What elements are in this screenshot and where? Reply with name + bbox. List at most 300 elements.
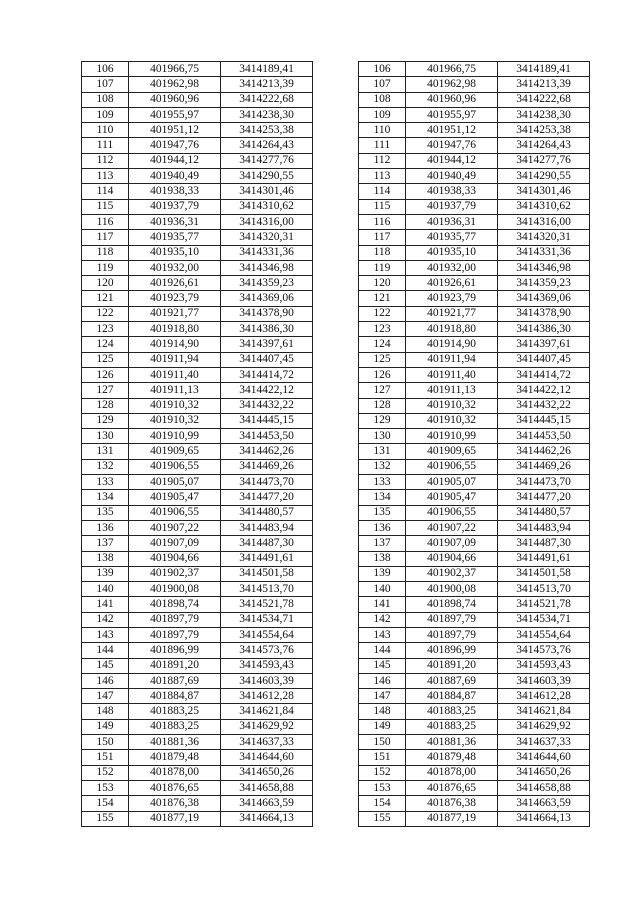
x-coordinate-cell: 401914,90 bbox=[406, 337, 498, 352]
coordinates-table-left bbox=[81, 61, 313, 827]
table-row bbox=[82, 383, 313, 398]
x-coordinate-cell: 401883,25 bbox=[406, 704, 498, 719]
table-row bbox=[359, 597, 590, 612]
y-coordinate-cell: 3414369,06 bbox=[498, 291, 590, 306]
table-row bbox=[359, 107, 590, 122]
table-row bbox=[359, 719, 590, 734]
y-coordinate-cell: 3414378,90 bbox=[221, 306, 313, 321]
table-row bbox=[82, 551, 313, 566]
x-coordinate-cell: 401898,74 bbox=[406, 597, 498, 612]
y-coordinate-cell: 3414386,30 bbox=[221, 322, 313, 337]
point-number-cell: 150 bbox=[359, 735, 406, 750]
x-coordinate-cell: 401960,96 bbox=[406, 92, 498, 107]
x-coordinate-cell: 401877,19 bbox=[406, 811, 498, 826]
point-number-cell: 110 bbox=[359, 123, 406, 138]
y-coordinate-cell: 3414487,30 bbox=[221, 536, 313, 551]
point-number-cell: 131 bbox=[359, 444, 406, 459]
point-number-cell: 117 bbox=[359, 230, 406, 245]
x-coordinate-cell: 401911,13 bbox=[406, 383, 498, 398]
table-row bbox=[82, 643, 313, 658]
point-number-cell: 154 bbox=[359, 796, 406, 811]
y-coordinate-cell: 3414346,98 bbox=[498, 260, 590, 275]
y-coordinate-cell: 3414422,12 bbox=[221, 383, 313, 398]
x-coordinate-cell: 401905,47 bbox=[406, 490, 498, 505]
point-number-cell: 107 bbox=[82, 77, 129, 92]
point-number-cell: 153 bbox=[359, 780, 406, 795]
table-row bbox=[82, 77, 313, 92]
point-number-cell: 136 bbox=[359, 520, 406, 535]
y-coordinate-cell: 3414663,59 bbox=[498, 796, 590, 811]
point-number-cell: 108 bbox=[359, 92, 406, 107]
x-coordinate-cell: 401910,99 bbox=[406, 429, 498, 444]
table-row bbox=[359, 551, 590, 566]
point-number-cell: 147 bbox=[359, 689, 406, 704]
y-coordinate-cell: 3414189,41 bbox=[498, 62, 590, 77]
table-row bbox=[82, 444, 313, 459]
x-coordinate-cell: 401883,25 bbox=[129, 704, 221, 719]
point-number-cell: 135 bbox=[82, 505, 129, 520]
y-coordinate-cell: 3414277,76 bbox=[498, 153, 590, 168]
y-coordinate-cell: 3414473,70 bbox=[221, 475, 313, 490]
x-coordinate-cell: 401935,10 bbox=[129, 245, 221, 260]
x-coordinate-cell: 401896,99 bbox=[129, 643, 221, 658]
y-coordinate-cell: 3414316,00 bbox=[221, 214, 313, 229]
table-row bbox=[82, 475, 313, 490]
y-coordinate-cell: 3414320,31 bbox=[221, 230, 313, 245]
table-row bbox=[82, 429, 313, 444]
x-coordinate-cell: 401918,80 bbox=[129, 322, 221, 337]
y-coordinate-cell: 3414213,39 bbox=[498, 77, 590, 92]
x-coordinate-cell: 401937,79 bbox=[129, 199, 221, 214]
table-row bbox=[359, 306, 590, 321]
x-coordinate-cell: 401947,76 bbox=[129, 138, 221, 153]
x-coordinate-cell: 401936,31 bbox=[406, 214, 498, 229]
x-coordinate-cell: 401891,20 bbox=[129, 658, 221, 673]
point-number-cell: 130 bbox=[359, 429, 406, 444]
point-number-cell: 146 bbox=[82, 673, 129, 688]
table-row bbox=[82, 260, 313, 275]
table-row bbox=[82, 673, 313, 688]
y-coordinate-cell: 3414650,26 bbox=[498, 765, 590, 780]
point-number-cell: 114 bbox=[82, 184, 129, 199]
x-coordinate-cell: 401907,22 bbox=[406, 520, 498, 535]
x-coordinate-cell: 401911,40 bbox=[406, 367, 498, 382]
point-number-cell: 124 bbox=[82, 337, 129, 352]
y-coordinate-cell: 3414573,76 bbox=[221, 643, 313, 658]
x-coordinate-cell: 401906,55 bbox=[129, 459, 221, 474]
x-coordinate-cell: 401910,32 bbox=[406, 398, 498, 413]
point-number-cell: 141 bbox=[82, 597, 129, 612]
y-coordinate-cell: 3414238,30 bbox=[498, 107, 590, 122]
table-row bbox=[359, 459, 590, 474]
table-row bbox=[359, 413, 590, 428]
x-coordinate-cell: 401944,12 bbox=[129, 153, 221, 168]
table-row bbox=[359, 169, 590, 184]
x-coordinate-cell: 401935,77 bbox=[129, 230, 221, 245]
point-number-cell: 142 bbox=[359, 612, 406, 627]
table-row bbox=[82, 505, 313, 520]
table-row bbox=[359, 367, 590, 382]
y-coordinate-cell: 3414480,57 bbox=[498, 505, 590, 520]
table-row bbox=[359, 62, 590, 77]
x-coordinate-cell: 401906,55 bbox=[406, 459, 498, 474]
y-coordinate-cell: 3414658,88 bbox=[221, 780, 313, 795]
x-coordinate-cell: 401910,99 bbox=[129, 429, 221, 444]
y-coordinate-cell: 3414644,60 bbox=[498, 750, 590, 765]
point-number-cell: 152 bbox=[359, 765, 406, 780]
point-number-cell: 154 bbox=[82, 796, 129, 811]
point-number-cell: 111 bbox=[82, 138, 129, 153]
point-number-cell: 106 bbox=[82, 62, 129, 77]
table-row bbox=[82, 184, 313, 199]
point-number-cell: 151 bbox=[359, 750, 406, 765]
point-number-cell: 120 bbox=[82, 276, 129, 291]
table-row bbox=[359, 689, 590, 704]
table-row bbox=[359, 444, 590, 459]
y-coordinate-cell: 3414331,36 bbox=[498, 245, 590, 260]
y-coordinate-cell: 3414621,84 bbox=[498, 704, 590, 719]
y-coordinate-cell: 3414658,88 bbox=[498, 780, 590, 795]
point-number-cell: 143 bbox=[359, 627, 406, 642]
x-coordinate-cell: 401906,55 bbox=[129, 505, 221, 520]
x-coordinate-cell: 401884,87 bbox=[129, 689, 221, 704]
point-number-cell: 127 bbox=[359, 383, 406, 398]
point-number-cell: 119 bbox=[82, 260, 129, 275]
point-number-cell: 120 bbox=[359, 276, 406, 291]
point-number-cell: 115 bbox=[359, 199, 406, 214]
point-number-cell: 139 bbox=[82, 566, 129, 581]
y-coordinate-cell: 3414593,43 bbox=[498, 658, 590, 673]
table-row bbox=[359, 780, 590, 795]
point-number-cell: 129 bbox=[82, 413, 129, 428]
table-row bbox=[82, 490, 313, 505]
point-number-cell: 121 bbox=[359, 291, 406, 306]
point-number-cell: 150 bbox=[82, 735, 129, 750]
x-coordinate-cell: 401935,77 bbox=[406, 230, 498, 245]
y-coordinate-cell: 3414637,33 bbox=[498, 735, 590, 750]
table-row bbox=[82, 291, 313, 306]
y-coordinate-cell: 3414432,22 bbox=[498, 398, 590, 413]
table-row bbox=[359, 260, 590, 275]
table-row bbox=[359, 627, 590, 642]
table-row bbox=[82, 92, 313, 107]
x-coordinate-cell: 401966,75 bbox=[406, 62, 498, 77]
y-coordinate-cell: 3414253,38 bbox=[498, 123, 590, 138]
point-number-cell: 123 bbox=[359, 322, 406, 337]
y-coordinate-cell: 3414487,30 bbox=[498, 536, 590, 551]
y-coordinate-cell: 3414521,78 bbox=[498, 597, 590, 612]
y-coordinate-cell: 3414346,98 bbox=[221, 260, 313, 275]
point-number-cell: 148 bbox=[359, 704, 406, 719]
x-coordinate-cell: 401881,36 bbox=[406, 735, 498, 750]
table-row bbox=[359, 582, 590, 597]
y-coordinate-cell: 3414612,28 bbox=[221, 689, 313, 704]
table-row bbox=[82, 612, 313, 627]
x-coordinate-cell: 401896,99 bbox=[406, 643, 498, 658]
table-row bbox=[82, 62, 313, 77]
x-coordinate-cell: 401951,12 bbox=[406, 123, 498, 138]
x-coordinate-cell: 401932,00 bbox=[406, 260, 498, 275]
point-number-cell: 130 bbox=[82, 429, 129, 444]
point-number-cell: 144 bbox=[82, 643, 129, 658]
y-coordinate-cell: 3414213,39 bbox=[221, 77, 313, 92]
x-coordinate-cell: 401944,12 bbox=[406, 153, 498, 168]
point-number-cell: 133 bbox=[82, 475, 129, 490]
y-coordinate-cell: 3414264,43 bbox=[221, 138, 313, 153]
point-number-cell: 136 bbox=[82, 520, 129, 535]
point-number-cell: 132 bbox=[82, 459, 129, 474]
x-coordinate-cell: 401940,49 bbox=[129, 169, 221, 184]
x-coordinate-cell: 401921,77 bbox=[129, 306, 221, 321]
table-row bbox=[359, 520, 590, 535]
x-coordinate-cell: 401937,79 bbox=[406, 199, 498, 214]
x-coordinate-cell: 401938,33 bbox=[406, 184, 498, 199]
x-coordinate-cell: 401955,97 bbox=[129, 107, 221, 122]
table-row bbox=[82, 704, 313, 719]
table-row bbox=[359, 214, 590, 229]
table-row bbox=[359, 566, 590, 581]
point-number-cell: 117 bbox=[82, 230, 129, 245]
table-row bbox=[82, 658, 313, 673]
table-row bbox=[82, 322, 313, 337]
x-coordinate-cell: 401947,76 bbox=[406, 138, 498, 153]
table-row bbox=[359, 153, 590, 168]
coordinates-table-body bbox=[82, 62, 313, 827]
point-number-cell: 124 bbox=[359, 337, 406, 352]
point-number-cell: 142 bbox=[82, 612, 129, 627]
x-coordinate-cell: 401910,32 bbox=[406, 413, 498, 428]
point-number-cell: 112 bbox=[359, 153, 406, 168]
x-coordinate-cell: 401926,61 bbox=[129, 276, 221, 291]
point-number-cell: 107 bbox=[359, 77, 406, 92]
y-coordinate-cell: 3414453,50 bbox=[498, 429, 590, 444]
table-row bbox=[82, 780, 313, 795]
table-row bbox=[359, 735, 590, 750]
point-number-cell: 115 bbox=[82, 199, 129, 214]
x-coordinate-cell: 401923,79 bbox=[406, 291, 498, 306]
y-coordinate-cell: 3414469,26 bbox=[221, 459, 313, 474]
x-coordinate-cell: 401902,37 bbox=[406, 566, 498, 581]
x-coordinate-cell: 401897,79 bbox=[129, 612, 221, 627]
table-row bbox=[82, 214, 313, 229]
y-coordinate-cell: 3414397,61 bbox=[221, 337, 313, 352]
y-coordinate-cell: 3414644,60 bbox=[221, 750, 313, 765]
y-coordinate-cell: 3414310,62 bbox=[221, 199, 313, 214]
point-number-cell: 134 bbox=[359, 490, 406, 505]
point-number-cell: 116 bbox=[82, 214, 129, 229]
x-coordinate-cell: 401909,65 bbox=[406, 444, 498, 459]
x-coordinate-cell: 401918,80 bbox=[406, 322, 498, 337]
point-number-cell: 126 bbox=[82, 367, 129, 382]
point-number-cell: 111 bbox=[359, 138, 406, 153]
y-coordinate-cell: 3414290,55 bbox=[221, 169, 313, 184]
x-coordinate-cell: 401911,94 bbox=[129, 352, 221, 367]
x-coordinate-cell: 401897,79 bbox=[406, 612, 498, 627]
y-coordinate-cell: 3414453,50 bbox=[221, 429, 313, 444]
x-coordinate-cell: 401902,37 bbox=[129, 566, 221, 581]
table-row bbox=[82, 689, 313, 704]
y-coordinate-cell: 3414331,36 bbox=[221, 245, 313, 260]
point-number-cell: 122 bbox=[82, 306, 129, 321]
y-coordinate-cell: 3414469,26 bbox=[498, 459, 590, 474]
x-coordinate-cell: 401907,09 bbox=[406, 536, 498, 551]
point-number-cell: 106 bbox=[359, 62, 406, 77]
y-coordinate-cell: 3414650,26 bbox=[221, 765, 313, 780]
point-number-cell: 155 bbox=[359, 811, 406, 826]
y-coordinate-cell: 3414189,41 bbox=[221, 62, 313, 77]
table-row bbox=[359, 383, 590, 398]
table-row bbox=[82, 597, 313, 612]
point-number-cell: 122 bbox=[359, 306, 406, 321]
x-coordinate-cell: 401879,48 bbox=[129, 750, 221, 765]
point-number-cell: 125 bbox=[359, 352, 406, 367]
point-number-cell: 109 bbox=[359, 107, 406, 122]
x-coordinate-cell: 401876,38 bbox=[129, 796, 221, 811]
x-coordinate-cell: 401910,32 bbox=[129, 398, 221, 413]
point-number-cell: 129 bbox=[359, 413, 406, 428]
table-row bbox=[359, 138, 590, 153]
point-number-cell: 145 bbox=[359, 658, 406, 673]
point-number-cell: 152 bbox=[82, 765, 129, 780]
x-coordinate-cell: 401887,69 bbox=[129, 673, 221, 688]
table-row bbox=[359, 123, 590, 138]
y-coordinate-cell: 3414253,38 bbox=[221, 123, 313, 138]
table-row bbox=[359, 811, 590, 826]
table-row bbox=[82, 566, 313, 581]
x-coordinate-cell: 401940,49 bbox=[406, 169, 498, 184]
table-row bbox=[82, 520, 313, 535]
x-coordinate-cell: 401897,79 bbox=[129, 627, 221, 642]
x-coordinate-cell: 401932,00 bbox=[129, 260, 221, 275]
point-number-cell: 126 bbox=[359, 367, 406, 382]
table-row bbox=[82, 352, 313, 367]
y-coordinate-cell: 3414483,94 bbox=[221, 520, 313, 535]
x-coordinate-cell: 401891,20 bbox=[406, 658, 498, 673]
table-row bbox=[359, 199, 590, 214]
y-coordinate-cell: 3414407,45 bbox=[221, 352, 313, 367]
y-coordinate-cell: 3414483,94 bbox=[498, 520, 590, 535]
table-row bbox=[82, 306, 313, 321]
x-coordinate-cell: 401911,94 bbox=[406, 352, 498, 367]
y-coordinate-cell: 3414369,06 bbox=[221, 291, 313, 306]
point-number-cell: 137 bbox=[359, 536, 406, 551]
y-coordinate-cell: 3414521,78 bbox=[221, 597, 313, 612]
table-row bbox=[82, 230, 313, 245]
x-coordinate-cell: 401909,65 bbox=[129, 444, 221, 459]
point-number-cell: 145 bbox=[82, 658, 129, 673]
point-number-cell: 131 bbox=[82, 444, 129, 459]
point-number-cell: 140 bbox=[359, 582, 406, 597]
point-number-cell: 140 bbox=[82, 582, 129, 597]
table-row bbox=[82, 719, 313, 734]
table-row bbox=[359, 475, 590, 490]
x-coordinate-cell: 401960,96 bbox=[129, 92, 221, 107]
x-coordinate-cell: 401921,77 bbox=[406, 306, 498, 321]
x-coordinate-cell: 401955,97 bbox=[406, 107, 498, 122]
table-row bbox=[82, 765, 313, 780]
table-row bbox=[82, 199, 313, 214]
point-number-cell: 151 bbox=[82, 750, 129, 765]
x-coordinate-cell: 401876,65 bbox=[406, 780, 498, 795]
y-coordinate-cell: 3414222,68 bbox=[498, 92, 590, 107]
point-number-cell: 141 bbox=[359, 597, 406, 612]
table-row bbox=[82, 123, 313, 138]
y-coordinate-cell: 3414264,43 bbox=[498, 138, 590, 153]
point-number-cell: 148 bbox=[82, 704, 129, 719]
point-number-cell: 153 bbox=[82, 780, 129, 795]
y-coordinate-cell: 3414359,23 bbox=[221, 276, 313, 291]
x-coordinate-cell: 401905,47 bbox=[129, 490, 221, 505]
x-coordinate-cell: 401876,38 bbox=[406, 796, 498, 811]
table-row bbox=[359, 750, 590, 765]
table-row bbox=[359, 291, 590, 306]
table-row bbox=[359, 352, 590, 367]
x-coordinate-cell: 401935,10 bbox=[406, 245, 498, 260]
x-coordinate-cell: 401951,12 bbox=[129, 123, 221, 138]
coordinates-table-right bbox=[358, 61, 590, 827]
y-coordinate-cell: 3414477,20 bbox=[221, 490, 313, 505]
table-row bbox=[359, 230, 590, 245]
point-number-cell: 110 bbox=[82, 123, 129, 138]
table-row bbox=[82, 796, 313, 811]
point-number-cell: 128 bbox=[82, 398, 129, 413]
x-coordinate-cell: 401936,31 bbox=[129, 214, 221, 229]
x-coordinate-cell: 401876,65 bbox=[129, 780, 221, 795]
y-coordinate-cell: 3414603,39 bbox=[498, 673, 590, 688]
x-coordinate-cell: 401883,25 bbox=[406, 719, 498, 734]
y-coordinate-cell: 3414513,70 bbox=[221, 582, 313, 597]
table-row bbox=[82, 153, 313, 168]
point-number-cell: 134 bbox=[82, 490, 129, 505]
table-row bbox=[359, 77, 590, 92]
point-number-cell: 108 bbox=[82, 92, 129, 107]
x-coordinate-cell: 401911,40 bbox=[129, 367, 221, 382]
table-row bbox=[359, 322, 590, 337]
table-row bbox=[359, 673, 590, 688]
point-number-cell: 139 bbox=[359, 566, 406, 581]
y-coordinate-cell: 3414462,26 bbox=[221, 444, 313, 459]
y-coordinate-cell: 3414629,92 bbox=[498, 719, 590, 734]
x-coordinate-cell: 401878,00 bbox=[129, 765, 221, 780]
point-number-cell: 149 bbox=[359, 719, 406, 734]
table-row bbox=[359, 490, 590, 505]
y-coordinate-cell: 3414422,12 bbox=[498, 383, 590, 398]
y-coordinate-cell: 3414593,43 bbox=[221, 658, 313, 673]
y-coordinate-cell: 3414320,31 bbox=[498, 230, 590, 245]
y-coordinate-cell: 3414573,76 bbox=[498, 643, 590, 658]
point-number-cell: 109 bbox=[82, 107, 129, 122]
point-number-cell: 137 bbox=[82, 536, 129, 551]
table-row bbox=[82, 536, 313, 551]
x-coordinate-cell: 401911,13 bbox=[129, 383, 221, 398]
table-row bbox=[359, 245, 590, 260]
table-row bbox=[359, 658, 590, 673]
table-row bbox=[82, 627, 313, 642]
table-row bbox=[359, 92, 590, 107]
x-coordinate-cell: 401906,55 bbox=[406, 505, 498, 520]
y-coordinate-cell: 3414290,55 bbox=[498, 169, 590, 184]
y-coordinate-cell: 3414222,68 bbox=[221, 92, 313, 107]
x-coordinate-cell: 401900,08 bbox=[406, 582, 498, 597]
y-coordinate-cell: 3414359,23 bbox=[498, 276, 590, 291]
point-number-cell: 147 bbox=[82, 689, 129, 704]
y-coordinate-cell: 3414534,71 bbox=[221, 612, 313, 627]
x-coordinate-cell: 401905,07 bbox=[406, 475, 498, 490]
y-coordinate-cell: 3414664,13 bbox=[498, 811, 590, 826]
point-number-cell: 146 bbox=[359, 673, 406, 688]
y-coordinate-cell: 3414473,70 bbox=[498, 475, 590, 490]
table-row bbox=[82, 735, 313, 750]
